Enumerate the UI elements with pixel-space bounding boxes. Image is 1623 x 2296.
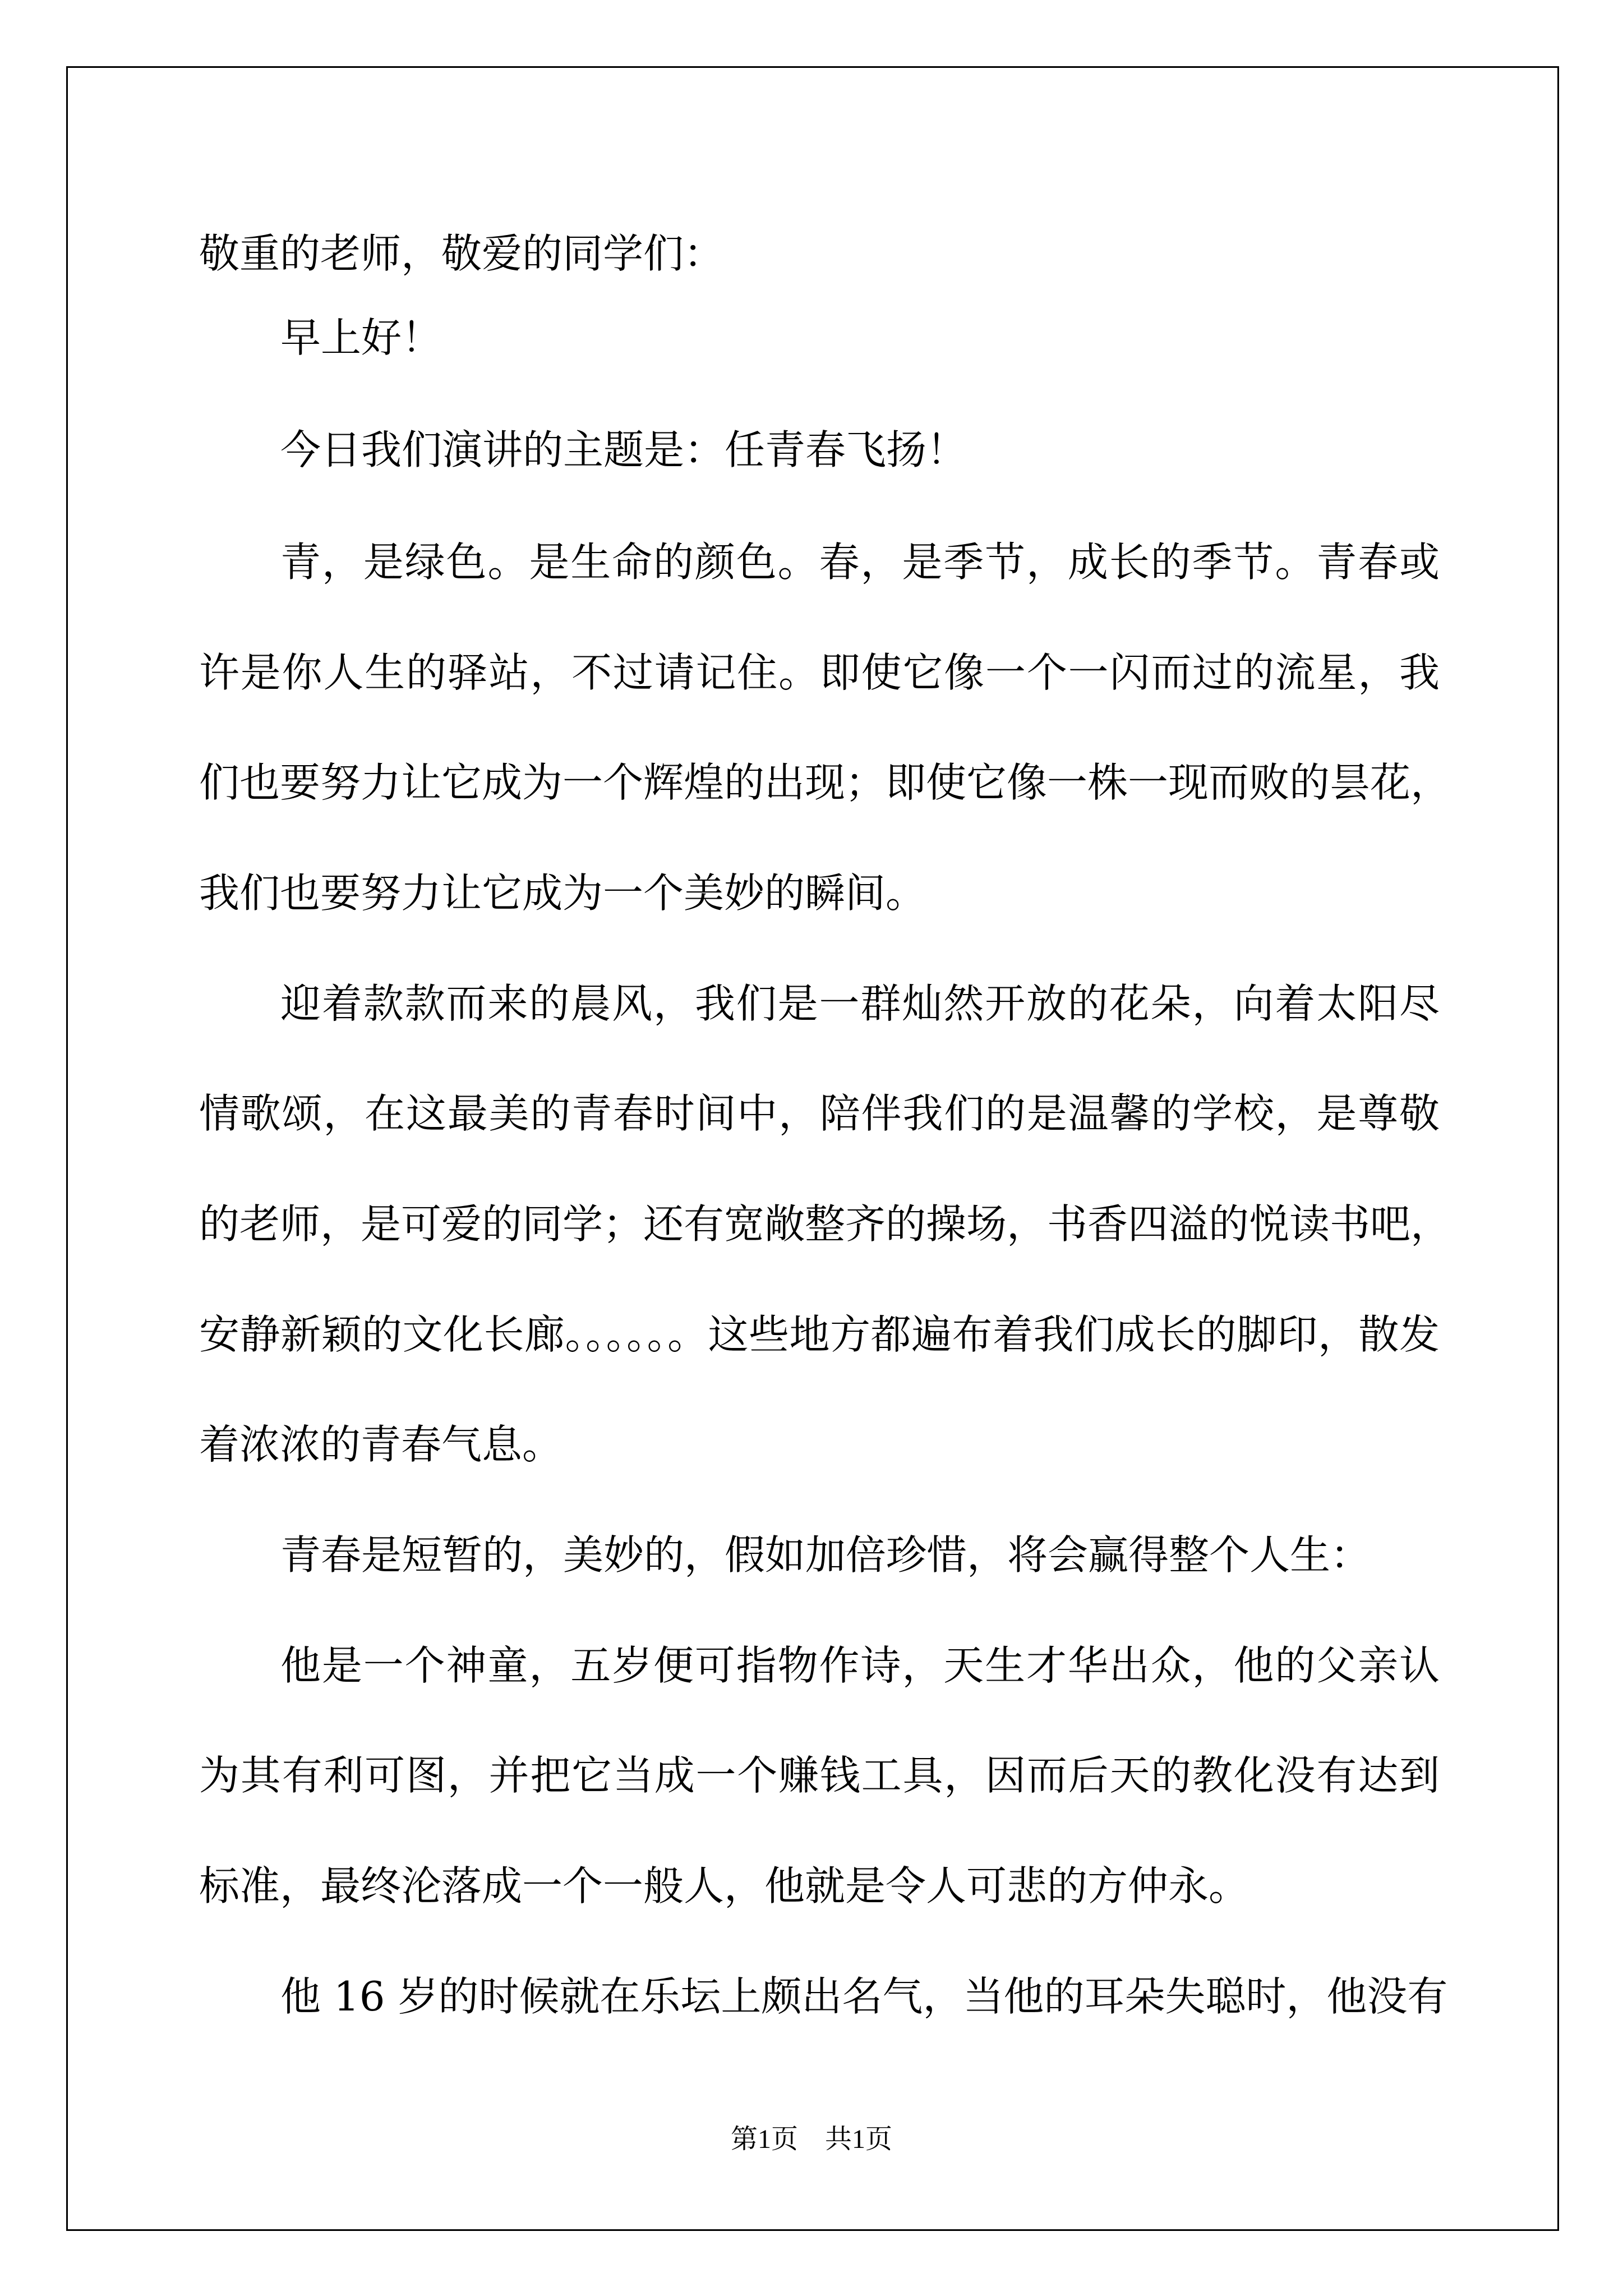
paragraph-1-line-4: 我们也要努力让它成为一个美妙的瞬间。 [199, 869, 926, 917]
paragraph-2-line-3: 的老师，是可爱的同学；还有宽敞整齐的操场，书香四溢的悦读书吧， [199, 1200, 1451, 1248]
paragraph-1-line-1: 青，是绿色。是生命的颜色。春，是季节，成长的季节。青春或 [280, 539, 1440, 586]
topic-line: 今日我们演讲的主题是：任青春飞扬！ [280, 426, 967, 473]
paragraph-4-line-2: 为其有利可图，并把它当成一个赚钱工具，因而后天的教化没有达到 [199, 1752, 1440, 1799]
page-total: 共1页 [825, 2124, 893, 2154]
paragraph-2-line-2: 情歌颂，在这最美的青春时间中，陪伴我们的是温馨的学校，是尊敬 [199, 1090, 1440, 1137]
paragraph-1-line-2: 许是你人生的驿站，不过请记住。即使它像一个一闪而过的流星，我 [199, 649, 1440, 696]
paragraph-4-line-3: 标准，最终沦落成一个一般人，他就是令人可悲的方仲永。 [199, 1862, 1249, 1910]
paragraph-1-line-3: 们也要努力让它成为一个辉煌的出现；即使它像一株一现而败的昙花， [199, 759, 1451, 806]
paragraph-2-line-5: 着浓浓的青春气息。 [199, 1421, 563, 1468]
page-footer [0, 2126, 1623, 2153]
page-number: 第1页 [730, 2124, 798, 2154]
paragraph-5-line-1: 他 16 岁的时候就在乐坛上颇出名气，当他的耳朵失聪时，他没有 [280, 1973, 1448, 2020]
paragraph-2-line-1: 迎着款款而来的晨风，我们是一群灿然开放的花朵，向着太阳尽 [280, 980, 1440, 1027]
paragraph-4-line-1: 他是一个神童，五岁便可指物作诗，天生才华出众，他的父亲认 [280, 1642, 1440, 1689]
paragraph-3-line-1: 青春是短暂的，美妙的，假如加倍珍惜，将会赢得整个人生： [280, 1531, 1371, 1579]
paragraph-2-line-4: 安静新颖的文化长廊。。。。。。这些地方都遍布着我们成长的脚印，散发 [199, 1311, 1440, 1358]
salutation-line: 敬重的老师，敬爱的同学们： [199, 230, 725, 277]
greeting-line: 早上好！ [280, 314, 442, 361]
